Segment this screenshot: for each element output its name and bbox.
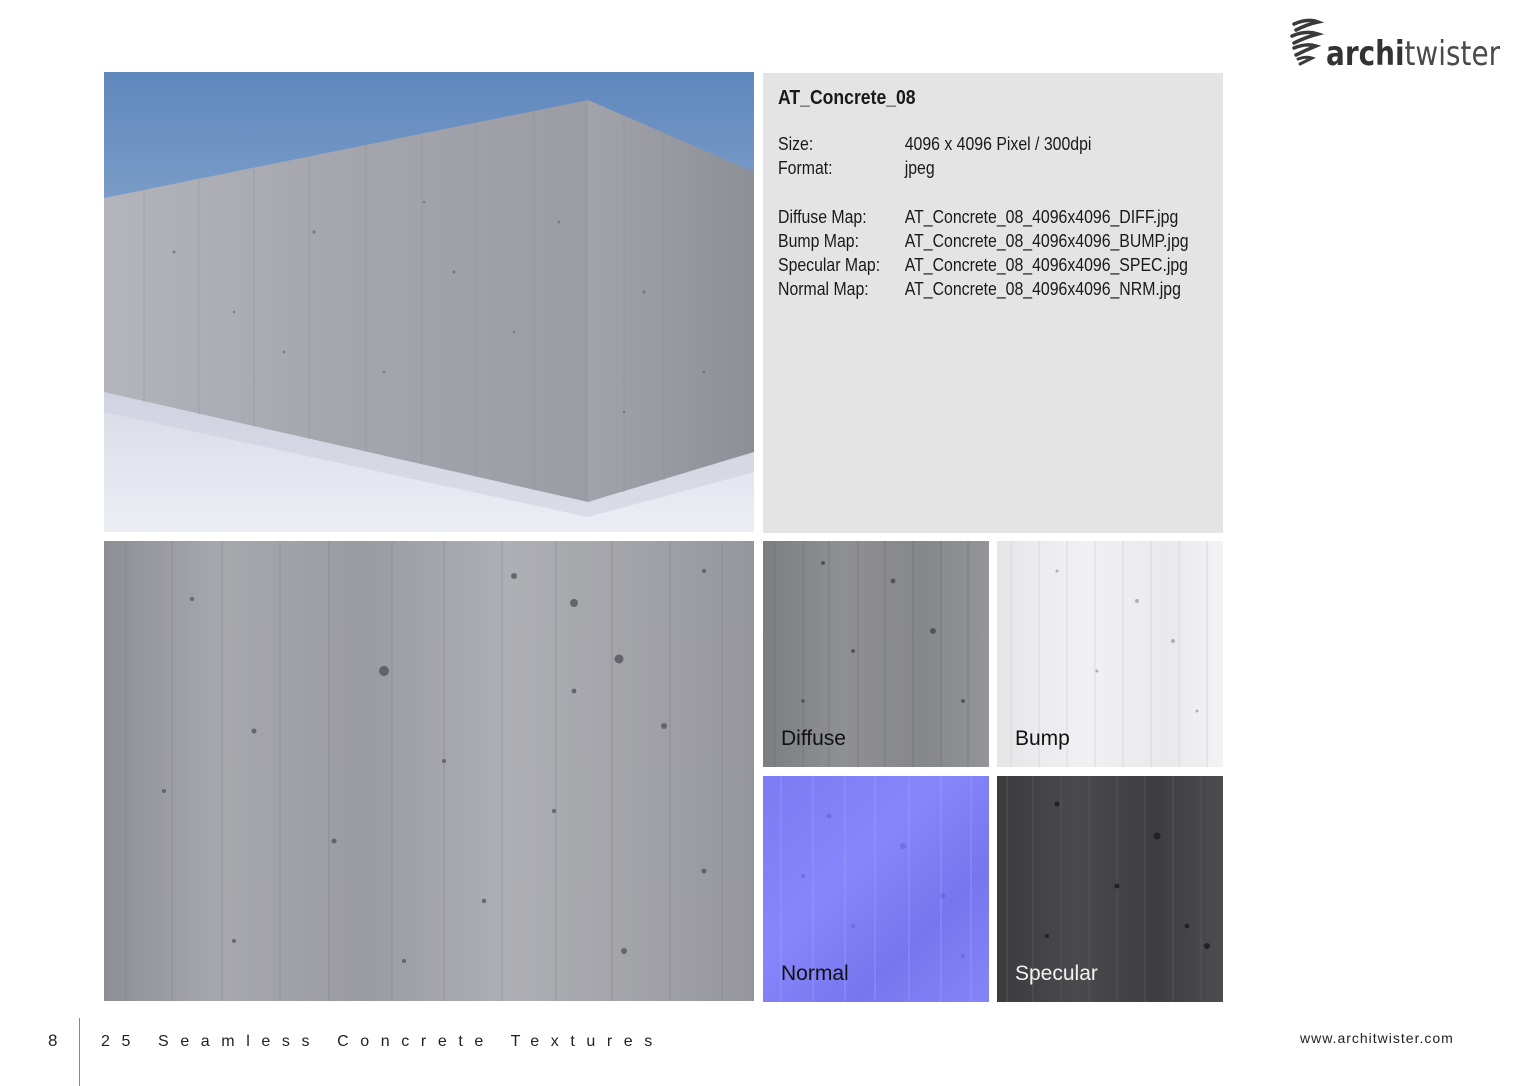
- document-title: 25 Seamless Concrete Textures: [101, 1033, 664, 1050]
- normal-label: Normal: [781, 962, 849, 985]
- brand-logo: [1288, 14, 1501, 74]
- bump-map-tile: [997, 541, 1223, 767]
- map-label: Bump Map:: [778, 231, 860, 251]
- map-label: Normal Map:: [778, 279, 869, 299]
- map-row-diffuse: [778, 207, 1178, 228]
- footer-divider: [79, 1018, 80, 1086]
- spec-row-format: [778, 158, 935, 179]
- normal-map-tile: [763, 776, 989, 1002]
- spec-label: Format:: [778, 158, 833, 178]
- bump-label: Bump: [1015, 727, 1070, 750]
- texture-info-panel: [763, 73, 1223, 533]
- map-filename: AT_Concrete_08_4096x4096_DIFF.jpg: [904, 207, 1179, 227]
- texture-name: AT_Concrete_08: [778, 87, 916, 109]
- page-number: 8: [48, 1031, 58, 1050]
- texture-tile-large: [104, 541, 754, 1001]
- render-preview: [104, 72, 754, 532]
- twister-swirl-icon: [1288, 18, 1324, 66]
- diffuse-label: Diffuse: [781, 727, 846, 750]
- spec-row-size: [778, 134, 1091, 155]
- logo-wordmark: architwister: [1326, 34, 1501, 74]
- spec-value: jpeg: [904, 158, 935, 178]
- map-label: Diffuse Map:: [778, 207, 867, 227]
- map-filename: AT_Concrete_08_4096x4096_BUMP.jpg: [904, 231, 1189, 251]
- map-row-bump: [778, 231, 1189, 252]
- website-link[interactable]: www.architwister.com: [1300, 1030, 1454, 1046]
- specular-label: Specular: [1015, 962, 1098, 985]
- map-filename: AT_Concrete_08_4096x4096_NRM.jpg: [904, 279, 1181, 299]
- spec-label: Size:: [778, 134, 814, 154]
- specular-map-tile: [997, 776, 1223, 1002]
- diffuse-map-tile: [763, 541, 989, 767]
- map-label: Specular Map:: [778, 255, 881, 275]
- map-row-specular: [778, 255, 1188, 276]
- spec-value: 4096 x 4096 Pixel / 300dpi: [904, 134, 1092, 154]
- map-filename: AT_Concrete_08_4096x4096_SPEC.jpg: [904, 255, 1188, 275]
- map-row-normal: [778, 279, 1181, 300]
